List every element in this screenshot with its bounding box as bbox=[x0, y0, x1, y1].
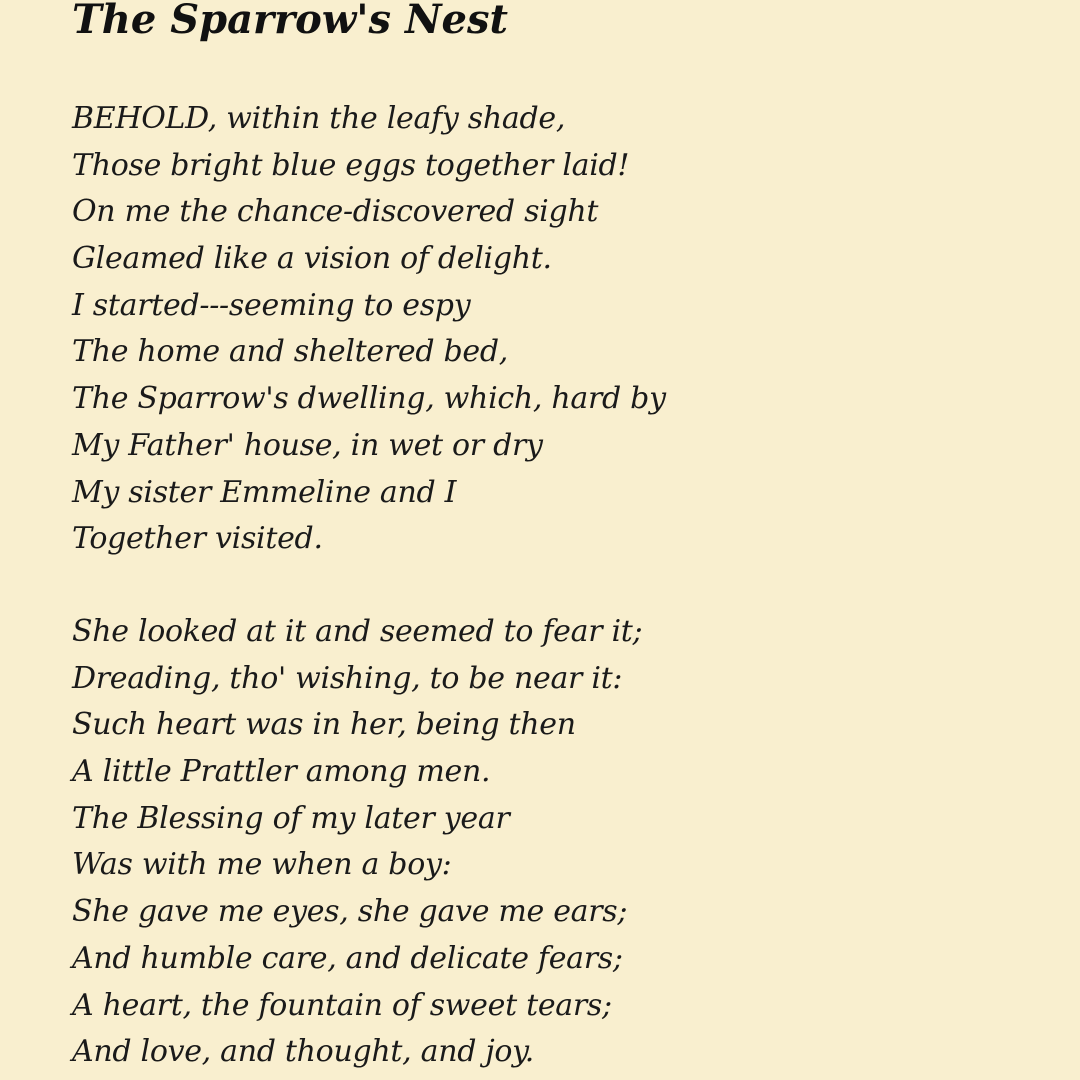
poem-line: Gleamed like a vision of delight. bbox=[72, 241, 552, 277]
poem-line: And humble care, and delicate fears; bbox=[72, 940, 623, 976]
poem-line: The Sparrow's dwelling, which, hard by bbox=[72, 381, 666, 417]
poem-title: The Sparrow's Nest bbox=[72, 0, 508, 43]
poem-line: The Blessing of my later year bbox=[72, 800, 510, 836]
stanza-2 bbox=[72, 609, 642, 1076]
poem-line: I started---seeming to espy bbox=[72, 287, 471, 323]
poem-line: My sister Emmeline and I bbox=[72, 474, 457, 510]
poem-line: She looked at it and seemed to fear it; bbox=[72, 614, 643, 649]
poem-line: My Father' house, in wet or dry bbox=[72, 427, 543, 463]
stanza-1 bbox=[72, 96, 666, 563]
poem-line: BEHOLD, within the leafy shade, bbox=[72, 101, 566, 136]
poem-line: She gave me eyes, she gave me ears; bbox=[72, 894, 628, 930]
poem-line: The home and sheltered bed, bbox=[72, 334, 508, 370]
poem-line: Dreading, tho' wishing, to be near it: bbox=[72, 660, 623, 696]
poem-line: Such heart was in her, being then bbox=[72, 707, 576, 743]
poem-line: On me the chance-discovered sight bbox=[72, 194, 599, 230]
poem-line: A heart, the fountain of sweet tears; bbox=[72, 987, 612, 1023]
poem-line: And love, and thought, and joy. bbox=[72, 1034, 535, 1070]
poem-line: Together visited. bbox=[72, 521, 323, 557]
poem-line: Was with me when a boy: bbox=[72, 847, 452, 883]
poem-line: A little Prattler among men. bbox=[72, 754, 491, 790]
poem-line: Those bright blue eggs together laid! bbox=[72, 147, 630, 183]
